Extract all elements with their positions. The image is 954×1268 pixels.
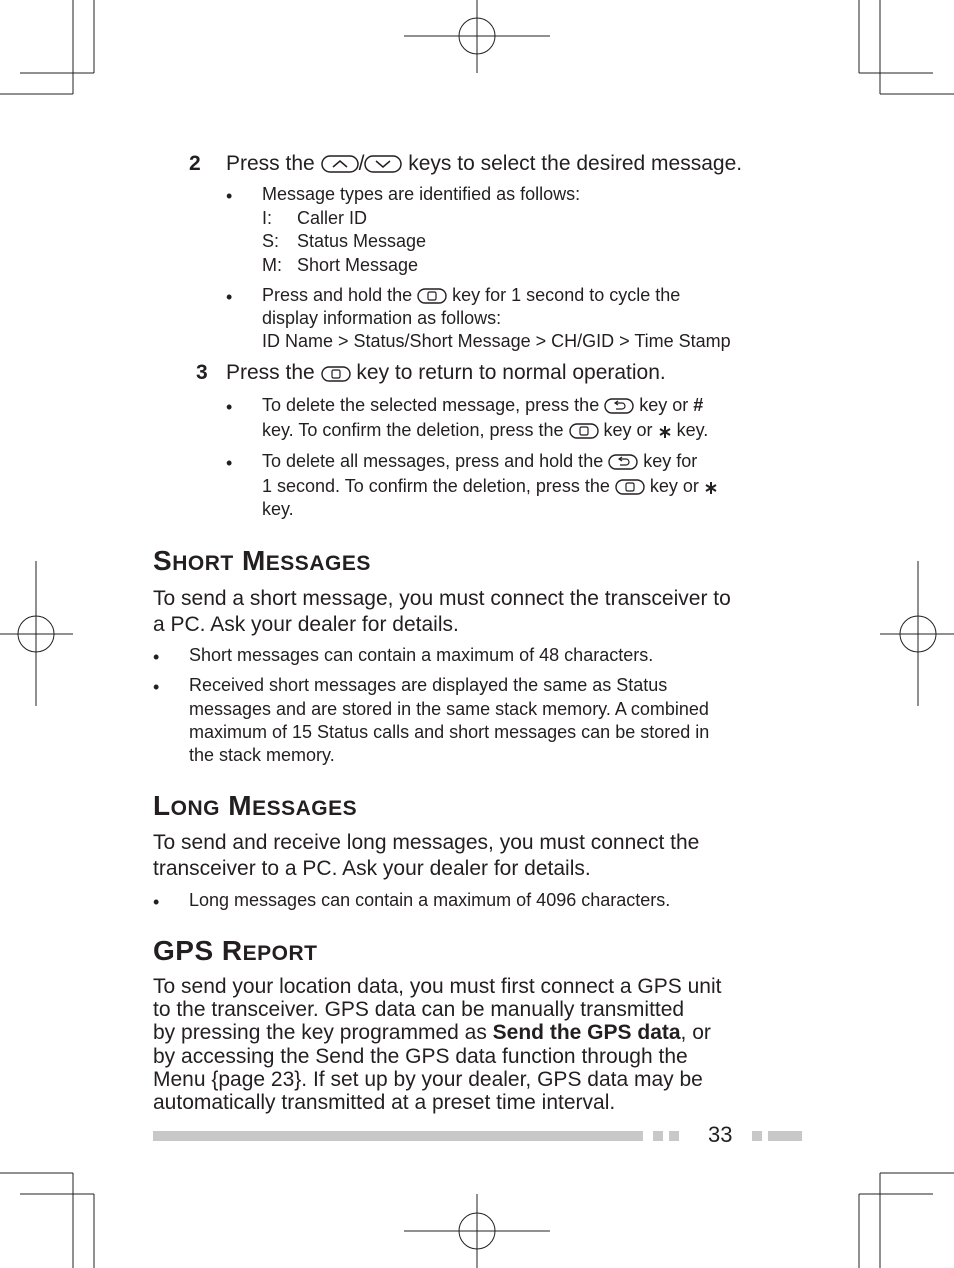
bullet: • [153,647,160,667]
type-label-status: Status Message [297,231,427,251]
footer-bar-right [768,1131,802,1141]
delete-selected-line-1 [262,395,703,419]
long-messages-para-line-2: transceiver to a PC. Ask your dealer for details. [153,857,591,880]
text: L [153,790,171,821]
section-heading-gps-report [153,935,318,967]
type-code-s: S: [262,231,280,251]
gps-para-line-3 [153,1021,711,1045]
text: HORT [172,552,234,575]
short-messages-para-line-1: To send a short message, you must connect the transceiver to [153,587,731,610]
footer-square [752,1131,762,1141]
footer-square [669,1131,679,1141]
section-heading-long-messages [153,790,357,822]
cycle-display-sequence: ID Name > Status/Short Message > CH/GID > Time Stamp [262,331,731,351]
gps-para-line-5: Menu {page 23}. If set up by your dealer, GPS data may be [153,1068,703,1091]
step-3-text [226,361,666,388]
text: 1 second. To confirm the deletion, press the [262,476,610,496]
text: key. [676,420,709,440]
text: key or [603,420,653,440]
text: key or [649,476,699,496]
short-messages-bullet-2-line-4: the stack memory. [189,745,335,765]
step-2-text-b: keys to select the desired message. [408,152,743,175]
text: ESSAGES [252,797,358,820]
type-code-m: M: [262,255,282,275]
gps-para-line-4: by accessing the Send the GPS data function through the [153,1045,688,1068]
asterisk-key-icon [658,423,672,444]
message-types-intro: Message types are identified as follows: [262,184,581,204]
step-2-text [226,152,742,179]
text: M [228,790,253,821]
delete-all-line-2 [262,476,718,500]
back-key-icon [608,454,638,475]
menu-key-icon [569,423,599,444]
type-label-caller-id: Caller ID [297,208,368,228]
cycle-display-line-2: display information as follows: [262,308,502,328]
type-code-i: I: [262,208,273,228]
text: Press and hold the [262,285,413,305]
text: key. To confirm the deletion, press the [262,420,564,440]
cycle-display-line-1 [262,285,680,309]
send-gps-data-label: Send the GPS data [492,1021,681,1044]
text: key or [639,395,689,415]
gps-para-line-1: To send your location data, you must first connect a GPS unit [153,975,722,998]
gps-para-line-6: automatically transmitted at a preset time interval. [153,1091,616,1114]
text: ESSAGES [265,552,371,575]
hash-key-glyph: # [693,395,704,415]
step-2-number: 2 [189,152,201,175]
long-messages-bullet-1: Long messages can contain a maximum of 4096 characters. [189,890,671,910]
menu-key-icon [321,364,351,388]
bullet: • [153,892,160,912]
bullet: • [226,397,233,417]
text: key for [643,451,698,471]
short-messages-bullet-2-line-3: maximum of 15 Status calls and short messages can be stored in [189,722,710,742]
text: S [153,545,173,576]
menu-key-icon [615,479,645,500]
short-messages-bullet-2-line-2: messages and are stored in the same stack memory. A combined [189,699,709,719]
bullet: • [226,287,233,307]
step-2-text-a: Press the [226,152,315,175]
text: GPS [153,935,214,966]
up-arrow-key-icon [321,155,359,179]
text: ONG [170,797,220,820]
short-messages-bullet-1: Short messages can contain a maximum of 48 characters. [189,645,654,665]
delete-all-line-3: key. [262,499,294,519]
short-messages-bullet-2-line-1: Received short messages are displayed the same as Status [189,675,668,695]
gps-para-line-2: to the transceiver. GPS data can be manually transmitted [153,998,685,1021]
short-messages-para-line-2: a PC. Ask your dealer for details. [153,613,459,636]
footer-bar-left [153,1131,643,1141]
text: key to return to normal operation. [356,361,666,384]
asterisk-key-icon [704,479,718,500]
text: key for 1 second to cycle the [452,285,681,305]
back-key-icon [604,398,634,419]
text: To delete all messages, press and hold the [262,451,604,471]
type-label-short: Short Message [297,255,419,275]
bullet: • [226,186,233,206]
section-heading-short-messages [153,545,371,577]
text: To delete the selected message, press the [262,395,600,415]
bullet: • [153,677,160,697]
delete-all-line-1 [262,451,697,475]
delete-selected-line-2 [262,420,708,444]
bullet: • [226,453,233,473]
page-number: 33 [708,1122,733,1147]
step-3-number: 3 [196,361,208,384]
long-messages-para-line-1: To send and receive long messages, you must connect the [153,831,700,854]
menu-key-icon [417,288,447,309]
text: EPORT [242,942,318,965]
text: M [241,545,266,576]
text: by pressing the key programmed as [153,1021,487,1044]
key-separator: / [358,152,365,175]
footer-square [653,1131,663,1141]
text: Press the [226,361,315,384]
text: , or [680,1021,711,1044]
text: R [221,935,243,966]
down-arrow-key-icon [364,155,402,179]
